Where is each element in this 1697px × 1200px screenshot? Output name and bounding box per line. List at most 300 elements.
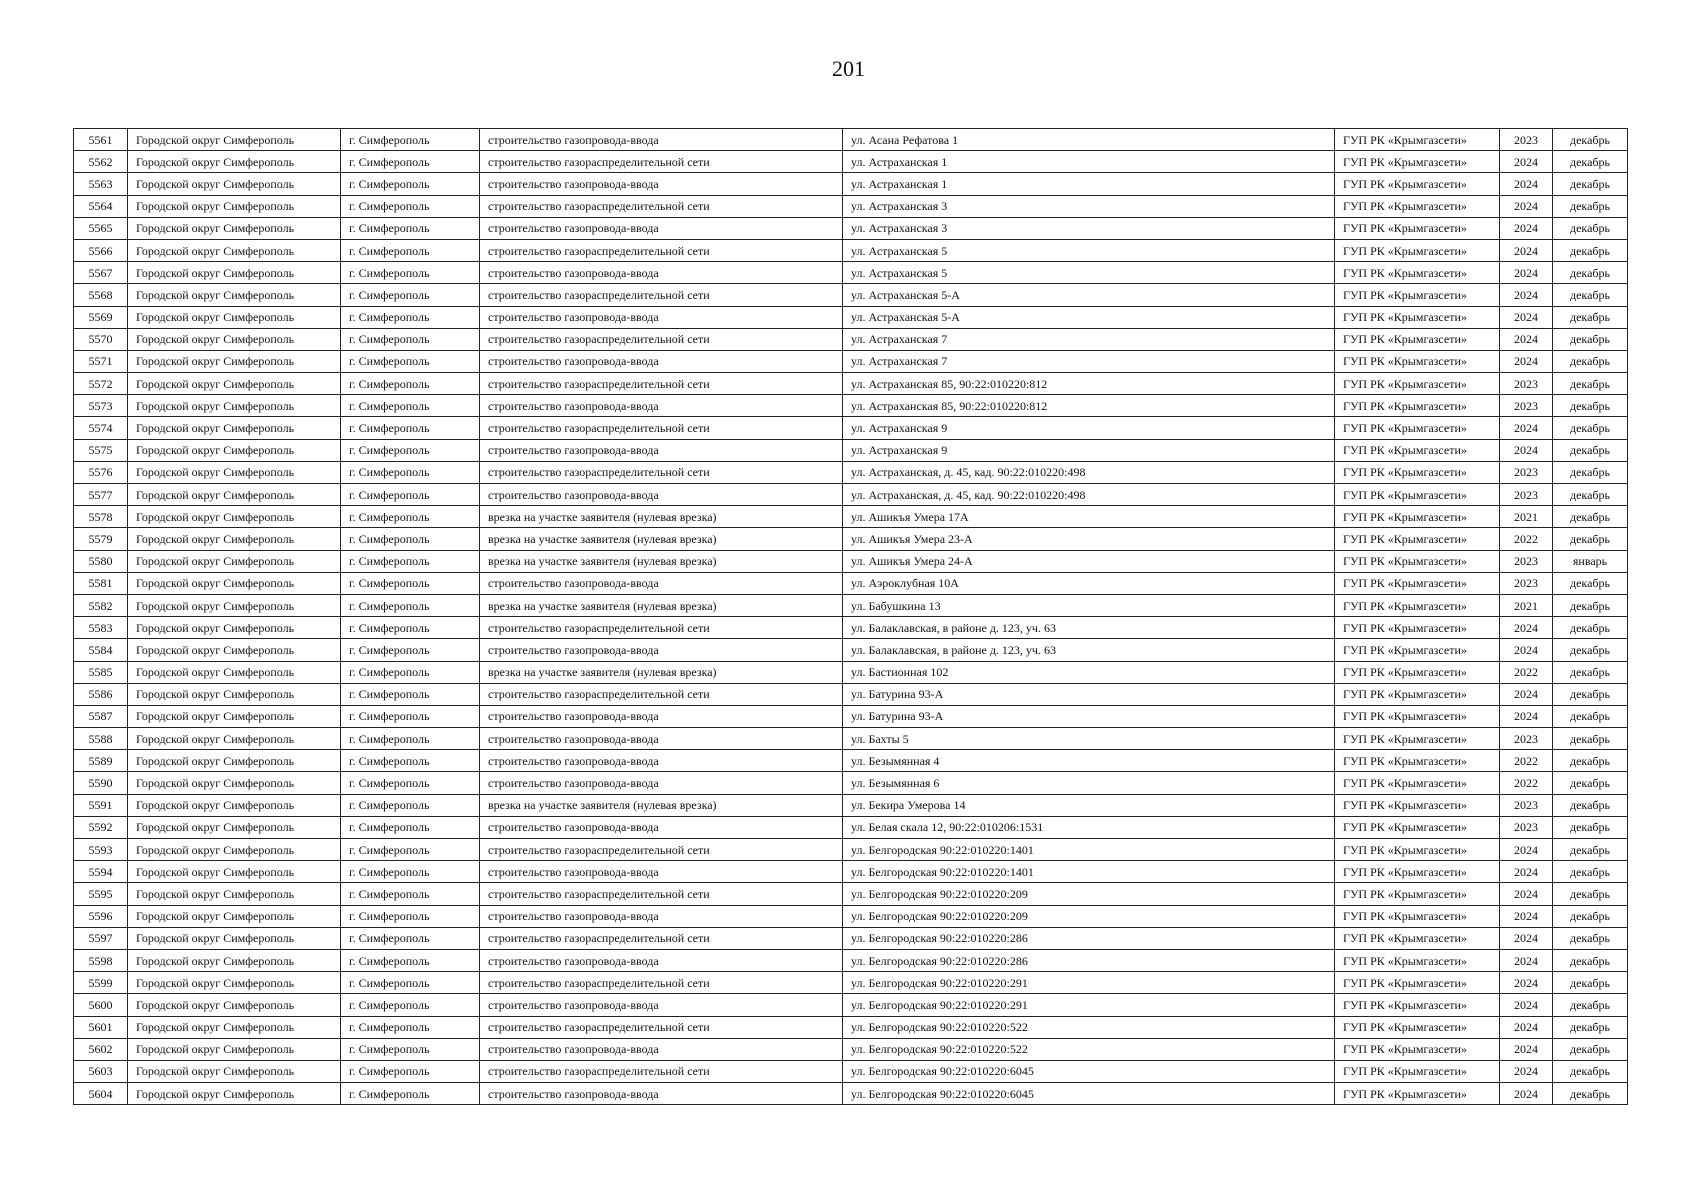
cell-work-type: строительство газопровода-ввода (480, 262, 843, 284)
cell-row-number: 5576 (74, 461, 128, 483)
cell-year: 2023 (1500, 129, 1553, 151)
cell-work-type: строительство газораспределительной сети (480, 373, 843, 395)
cell-year: 2023 (1500, 373, 1553, 395)
cell-address: ул. Белая скала 12, 90:22:010206:1531 (843, 816, 1335, 838)
cell-municipality: Городской округ Симферополь (128, 816, 341, 838)
cell-row-number: 5586 (74, 683, 128, 705)
cell-month: декабрь (1553, 728, 1628, 750)
cell-month: декабрь (1553, 484, 1628, 506)
cell-organization: ГУП РК «Крымгазсети» (1335, 683, 1500, 705)
cell-settlement: г. Симферополь (341, 484, 480, 506)
cell-settlement: г. Симферополь (341, 1016, 480, 1038)
cell-month: декабрь (1553, 839, 1628, 861)
cell-municipality: Городской округ Симферополь (128, 239, 341, 261)
cell-municipality: Городской округ Симферополь (128, 151, 341, 173)
cell-year: 2023 (1500, 395, 1553, 417)
cell-address: ул. Белгородская 90:22:010220:291 (843, 972, 1335, 994)
cell-row-number: 5604 (74, 1083, 128, 1105)
cell-month: декабрь (1553, 328, 1628, 350)
cell-work-type: строительство газораспределительной сети (480, 617, 843, 639)
cell-address: ул. Белгородская 90:22:010220:6045 (843, 1083, 1335, 1105)
cell-municipality: Городской округ Симферополь (128, 772, 341, 794)
cell-month: январь (1553, 550, 1628, 572)
cell-settlement: г. Симферополь (341, 239, 480, 261)
cell-settlement: г. Симферополь (341, 284, 480, 306)
cell-municipality: Городской округ Симферополь (128, 972, 341, 994)
cell-municipality: Городской округ Симферополь (128, 284, 341, 306)
cell-year: 2023 (1500, 816, 1553, 838)
cell-row-number: 5588 (74, 728, 128, 750)
table-row (74, 328, 1628, 350)
cell-row-number: 5595 (74, 883, 128, 905)
cell-row-number: 5572 (74, 373, 128, 395)
cell-work-type: строительство газораспределительной сети (480, 461, 843, 483)
cell-organization: ГУП РК «Крымгазсети» (1335, 994, 1500, 1016)
table-row (74, 816, 1628, 838)
cell-row-number: 5581 (74, 572, 128, 594)
cell-settlement: г. Симферополь (341, 151, 480, 173)
cell-work-type: врезка на участке заявителя (нулевая врезка) (480, 594, 843, 616)
cell-organization: ГУП РК «Крымгазсети» (1335, 439, 1500, 461)
cell-organization: ГУП РК «Крымгазсети» (1335, 306, 1500, 328)
cell-month: декабрь (1553, 1038, 1628, 1060)
cell-row-number: 5589 (74, 750, 128, 772)
cell-work-type: строительство газопровода-ввода (480, 816, 843, 838)
table-row (74, 506, 1628, 528)
table-row (74, 949, 1628, 971)
cell-municipality: Городской округ Симферополь (128, 839, 341, 861)
cell-address: ул. Бабушкина 13 (843, 594, 1335, 616)
cell-organization: ГУП РК «Крымгазсети» (1335, 1083, 1500, 1105)
cell-row-number: 5562 (74, 151, 128, 173)
cell-row-number: 5594 (74, 861, 128, 883)
cell-settlement: г. Симферополь (341, 461, 480, 483)
cell-year: 2024 (1500, 994, 1553, 1016)
cell-year: 2024 (1500, 949, 1553, 971)
cell-municipality: Городской округ Симферополь (128, 484, 341, 506)
cell-row-number: 5601 (74, 1016, 128, 1038)
cell-settlement: г. Симферополь (341, 839, 480, 861)
table-row (74, 484, 1628, 506)
cell-municipality: Городской округ Симферополь (128, 617, 341, 639)
cell-work-type: строительство газопровода-ввода (480, 994, 843, 1016)
cell-month: декабрь (1553, 1016, 1628, 1038)
cell-settlement: г. Симферополь (341, 816, 480, 838)
cell-row-number: 5600 (74, 994, 128, 1016)
cell-year: 2022 (1500, 750, 1553, 772)
cell-month: декабрь (1553, 173, 1628, 195)
cell-municipality: Городской округ Симферополь (128, 883, 341, 905)
cell-year: 2023 (1500, 461, 1553, 483)
cell-address: ул. Батурина 93-А (843, 705, 1335, 727)
cell-municipality: Городской округ Симферополь (128, 594, 341, 616)
registry-body (74, 129, 1628, 1105)
cell-year: 2024 (1500, 905, 1553, 927)
cell-municipality: Городской округ Симферополь (128, 439, 341, 461)
table-row (74, 617, 1628, 639)
table-row (74, 661, 1628, 683)
cell-organization: ГУП РК «Крымгазсети» (1335, 794, 1500, 816)
cell-row-number: 5583 (74, 617, 128, 639)
cell-year: 2024 (1500, 705, 1553, 727)
cell-settlement: г. Симферополь (341, 417, 480, 439)
cell-address: ул. Астраханская 85, 90:22:010220:812 (843, 395, 1335, 417)
table-row (74, 173, 1628, 195)
cell-address: ул. Белгородская 90:22:010220:1401 (843, 861, 1335, 883)
cell-address: ул. Белгородская 90:22:010220:1401 (843, 839, 1335, 861)
cell-municipality: Городской округ Симферополь (128, 173, 341, 195)
cell-month: декабрь (1553, 129, 1628, 151)
cell-year: 2024 (1500, 439, 1553, 461)
cell-row-number: 5596 (74, 905, 128, 927)
cell-row-number: 5577 (74, 484, 128, 506)
cell-settlement: г. Симферополь (341, 861, 480, 883)
cell-address: ул. Асана Рефатова 1 (843, 129, 1335, 151)
cell-address: ул. Астраханская, д. 45, кад. 90:22:010220:498 (843, 461, 1335, 483)
cell-month: декабрь (1553, 572, 1628, 594)
table-row (74, 750, 1628, 772)
cell-address: ул. Балаклавская, в районе д. 123, уч. 63 (843, 639, 1335, 661)
cell-settlement: г. Симферополь (341, 262, 480, 284)
cell-organization: ГУП РК «Крымгазсети» (1335, 1016, 1500, 1038)
cell-month: декабрь (1553, 594, 1628, 616)
table-row (74, 217, 1628, 239)
cell-month: декабрь (1553, 905, 1628, 927)
cell-settlement: г. Симферополь (341, 195, 480, 217)
cell-row-number: 5603 (74, 1060, 128, 1082)
cell-municipality: Городской округ Симферополь (128, 1083, 341, 1105)
cell-year: 2022 (1500, 528, 1553, 550)
cell-year: 2024 (1500, 284, 1553, 306)
cell-organization: ГУП РК «Крымгазсети» (1335, 484, 1500, 506)
cell-address: ул. Белгородская 90:22:010220:522 (843, 1016, 1335, 1038)
page-number: 201 (832, 56, 865, 81)
cell-work-type: строительство газопровода-ввода (480, 129, 843, 151)
cell-organization: ГУП РК «Крымгазсети» (1335, 572, 1500, 594)
cell-settlement: г. Симферополь (341, 173, 480, 195)
cell-municipality: Городской округ Симферополь (128, 506, 341, 528)
cell-row-number: 5592 (74, 816, 128, 838)
cell-municipality: Городской округ Симферополь (128, 217, 341, 239)
cell-work-type: строительство газопровода-ввода (480, 750, 843, 772)
cell-address: ул. Астраханская 7 (843, 350, 1335, 372)
cell-settlement: г. Симферополь (341, 705, 480, 727)
cell-address: ул. Белгородская 90:22:010220:6045 (843, 1060, 1335, 1082)
cell-work-type: строительство газораспределительной сети (480, 195, 843, 217)
cell-organization: ГУП РК «Крымгазсети» (1335, 1038, 1500, 1060)
cell-municipality: Городской округ Симферополь (128, 750, 341, 772)
cell-row-number: 5571 (74, 350, 128, 372)
cell-year: 2021 (1500, 594, 1553, 616)
cell-row-number: 5563 (74, 173, 128, 195)
cell-organization: ГУП РК «Крымгазсети» (1335, 639, 1500, 661)
cell-settlement: г. Симферополь (341, 594, 480, 616)
cell-address: ул. Бахты 5 (843, 728, 1335, 750)
cell-row-number: 5567 (74, 262, 128, 284)
cell-settlement: г. Симферополь (341, 217, 480, 239)
cell-work-type: строительство газопровода-ввода (480, 772, 843, 794)
cell-year: 2024 (1500, 683, 1553, 705)
cell-settlement: г. Симферополь (341, 949, 480, 971)
cell-organization: ГУП РК «Крымгазсети» (1335, 772, 1500, 794)
cell-month: декабрь (1553, 439, 1628, 461)
cell-month: декабрь (1553, 306, 1628, 328)
cell-settlement: г. Симферополь (341, 683, 480, 705)
cell-municipality: Городской округ Симферополь (128, 949, 341, 971)
cell-organization: ГУП РК «Крымгазсети» (1335, 195, 1500, 217)
cell-municipality: Городской округ Симферополь (128, 461, 341, 483)
cell-year: 2024 (1500, 262, 1553, 284)
cell-organization: ГУП РК «Крымгазсети» (1335, 262, 1500, 284)
cell-month: декабрь (1553, 972, 1628, 994)
cell-organization: ГУП РК «Крымгазсети» (1335, 550, 1500, 572)
cell-year: 2024 (1500, 839, 1553, 861)
cell-settlement: г. Симферополь (341, 1060, 480, 1082)
table-row (74, 639, 1628, 661)
cell-work-type: строительство газораспределительной сети (480, 839, 843, 861)
cell-organization: ГУП РК «Крымгазсети» (1335, 151, 1500, 173)
cell-municipality: Городской округ Симферополь (128, 728, 341, 750)
cell-month: декабрь (1553, 506, 1628, 528)
cell-settlement: г. Симферополь (341, 1038, 480, 1060)
cell-work-type: строительство газопровода-ввода (480, 306, 843, 328)
cell-settlement: г. Симферополь (341, 927, 480, 949)
cell-address: ул. Белгородская 90:22:010220:286 (843, 949, 1335, 971)
cell-row-number: 5602 (74, 1038, 128, 1060)
cell-municipality: Городской округ Симферополь (128, 528, 341, 550)
cell-row-number: 5580 (74, 550, 128, 572)
table-row (74, 239, 1628, 261)
cell-settlement: г. Симферополь (341, 439, 480, 461)
cell-settlement: г. Симферополь (341, 373, 480, 395)
table-row (74, 151, 1628, 173)
cell-settlement: г. Симферополь (341, 129, 480, 151)
cell-row-number: 5578 (74, 506, 128, 528)
cell-address: ул. Астраханская, д. 45, кад. 90:22:010220:498 (843, 484, 1335, 506)
cell-address: ул. Ашикъя Умера 17А (843, 506, 1335, 528)
cell-address: ул. Безымянная 6 (843, 772, 1335, 794)
cell-organization: ГУП РК «Крымгазсети» (1335, 617, 1500, 639)
table-row (74, 550, 1628, 572)
cell-organization: ГУП РК «Крымгазсети» (1335, 173, 1500, 195)
cell-row-number: 5564 (74, 195, 128, 217)
cell-work-type: строительство газораспределительной сети (480, 1016, 843, 1038)
cell-year: 2024 (1500, 617, 1553, 639)
cell-row-number: 5573 (74, 395, 128, 417)
cell-address: ул. Астраханская 1 (843, 173, 1335, 195)
table-row (74, 905, 1628, 927)
cell-municipality: Городской округ Симферополь (128, 328, 341, 350)
cell-address: ул. Астраханская 9 (843, 417, 1335, 439)
cell-year: 2022 (1500, 772, 1553, 794)
cell-address: ул. Батурина 93-А (843, 683, 1335, 705)
cell-settlement: г. Симферополь (341, 506, 480, 528)
cell-municipality: Городской округ Симферополь (128, 306, 341, 328)
cell-organization: ГУП РК «Крымгазсети» (1335, 395, 1500, 417)
cell-address: ул. Астраханская 3 (843, 195, 1335, 217)
cell-municipality: Городской округ Симферополь (128, 661, 341, 683)
cell-organization: ГУП РК «Крымгазсети» (1335, 217, 1500, 239)
cell-year: 2022 (1500, 661, 1553, 683)
cell-settlement: г. Симферополь (341, 1083, 480, 1105)
cell-settlement: г. Симферополь (341, 572, 480, 594)
cell-work-type: строительство газораспределительной сети (480, 417, 843, 439)
cell-address: ул. Астраханская 1 (843, 151, 1335, 173)
cell-address: ул. Астраханская 85, 90:22:010220:812 (843, 373, 1335, 395)
cell-address: ул. Бекира Умерова 14 (843, 794, 1335, 816)
cell-municipality: Городской округ Симферополь (128, 129, 341, 151)
cell-year: 2024 (1500, 217, 1553, 239)
cell-work-type: строительство газопровода-ввода (480, 861, 843, 883)
cell-row-number: 5599 (74, 972, 128, 994)
cell-year: 2024 (1500, 639, 1553, 661)
cell-year: 2024 (1500, 306, 1553, 328)
cell-work-type: строительство газопровода-ввода (480, 705, 843, 727)
cell-work-type: строительство газопровода-ввода (480, 217, 843, 239)
cell-month: декабрь (1553, 417, 1628, 439)
cell-year: 2024 (1500, 195, 1553, 217)
cell-work-type: строительство газопровода-ввода (480, 728, 843, 750)
cell-municipality: Городской округ Симферополь (128, 1016, 341, 1038)
cell-month: декабрь (1553, 794, 1628, 816)
cell-row-number: 5590 (74, 772, 128, 794)
cell-organization: ГУП РК «Крымгазсети» (1335, 417, 1500, 439)
cell-settlement: г. Симферополь (341, 639, 480, 661)
table-row (74, 461, 1628, 483)
cell-year: 2023 (1500, 728, 1553, 750)
cell-organization: ГУП РК «Крымгазсети» (1335, 1060, 1500, 1082)
cell-organization: ГУП РК «Крымгазсети» (1335, 528, 1500, 550)
cell-address: ул. Астраханская 5-А (843, 306, 1335, 328)
table-row (74, 1060, 1628, 1082)
cell-work-type: строительство газораспределительной сети (480, 927, 843, 949)
cell-organization: ГУП РК «Крымгазсети» (1335, 328, 1500, 350)
table-row (74, 794, 1628, 816)
cell-settlement: г. Симферополь (341, 905, 480, 927)
cell-address: ул. Астраханская 5 (843, 262, 1335, 284)
table-row (74, 1016, 1628, 1038)
cell-month: декабрь (1553, 461, 1628, 483)
cell-year: 2024 (1500, 151, 1553, 173)
cell-month: декабрь (1553, 994, 1628, 1016)
cell-address: ул. Бастионная 102 (843, 661, 1335, 683)
cell-year: 2024 (1500, 328, 1553, 350)
table-row (74, 994, 1628, 1016)
table-row (74, 839, 1628, 861)
cell-settlement: г. Симферополь (341, 794, 480, 816)
cell-address: ул. Белгородская 90:22:010220:209 (843, 905, 1335, 927)
table-row (74, 439, 1628, 461)
table-row (74, 861, 1628, 883)
cell-settlement: г. Симферополь (341, 350, 480, 372)
cell-year: 2023 (1500, 572, 1553, 594)
cell-month: декабрь (1553, 705, 1628, 727)
cell-month: декабрь (1553, 195, 1628, 217)
cell-row-number: 5598 (74, 949, 128, 971)
cell-municipality: Городской округ Симферополь (128, 683, 341, 705)
cell-organization: ГУП РК «Крымгазсети» (1335, 883, 1500, 905)
table-row (74, 705, 1628, 727)
cell-municipality: Городской округ Симферополь (128, 395, 341, 417)
table-row (74, 195, 1628, 217)
cell-year: 2024 (1500, 239, 1553, 261)
cell-row-number: 5566 (74, 239, 128, 261)
cell-settlement: г. Симферополь (341, 728, 480, 750)
cell-organization: ГУП РК «Крымгазсети» (1335, 350, 1500, 372)
cell-municipality: Городской округ Симферополь (128, 794, 341, 816)
cell-address: ул. Белгородская 90:22:010220:291 (843, 994, 1335, 1016)
cell-settlement: г. Симферополь (341, 772, 480, 794)
table-row (74, 395, 1628, 417)
cell-year: 2024 (1500, 883, 1553, 905)
cell-work-type: строительство газораспределительной сети (480, 328, 843, 350)
table-row (74, 683, 1628, 705)
cell-month: декабрь (1553, 1083, 1628, 1105)
cell-month: декабрь (1553, 217, 1628, 239)
cell-work-type: строительство газопровода-ввода (480, 439, 843, 461)
cell-address: ул. Безымянная 4 (843, 750, 1335, 772)
cell-month: декабрь (1553, 395, 1628, 417)
cell-settlement: г. Симферополь (341, 306, 480, 328)
cell-row-number: 5579 (74, 528, 128, 550)
cell-work-type: строительство газопровода-ввода (480, 1083, 843, 1105)
cell-municipality: Городской округ Симферополь (128, 373, 341, 395)
cell-municipality: Городской округ Симферополь (128, 639, 341, 661)
table-row (74, 572, 1628, 594)
cell-settlement: г. Симферополь (341, 883, 480, 905)
cell-month: декабрь (1553, 262, 1628, 284)
cell-organization: ГУП РК «Крымгазсети» (1335, 129, 1500, 151)
cell-year: 2024 (1500, 1083, 1553, 1105)
cell-work-type: врезка на участке заявителя (нулевая врезка) (480, 528, 843, 550)
cell-month: декабрь (1553, 861, 1628, 883)
cell-row-number: 5582 (74, 594, 128, 616)
cell-municipality: Городской округ Симферополь (128, 262, 341, 284)
cell-settlement: г. Симферополь (341, 528, 480, 550)
cell-work-type: врезка на участке заявителя (нулевая врезка) (480, 794, 843, 816)
cell-work-type: строительство газопровода-ввода (480, 1038, 843, 1060)
cell-year: 2024 (1500, 417, 1553, 439)
cell-address: ул. Астраханская 3 (843, 217, 1335, 239)
cell-month: декабрь (1553, 750, 1628, 772)
cell-address: ул. Ашикъя Умера 23-А (843, 528, 1335, 550)
table-row (74, 528, 1628, 550)
cell-address: ул. Белгородская 90:22:010220:286 (843, 927, 1335, 949)
cell-work-type: строительство газораспределительной сети (480, 883, 843, 905)
cell-work-type: строительство газораспределительной сети (480, 1060, 843, 1082)
cell-municipality: Городской округ Симферополь (128, 705, 341, 727)
cell-organization: ГУП РК «Крымгазсети» (1335, 594, 1500, 616)
cell-work-type: врезка на участке заявителя (нулевая врезка) (480, 661, 843, 683)
cell-month: декабрь (1553, 639, 1628, 661)
cell-year: 2024 (1500, 861, 1553, 883)
cell-settlement: г. Симферополь (341, 994, 480, 1016)
cell-year: 2023 (1500, 794, 1553, 816)
cell-row-number: 5574 (74, 417, 128, 439)
cell-row-number: 5597 (74, 927, 128, 949)
cell-organization: ГУП РК «Крымгазсети» (1335, 839, 1500, 861)
cell-organization: ГУП РК «Крымгазсети» (1335, 861, 1500, 883)
table-row (74, 262, 1628, 284)
cell-row-number: 5570 (74, 328, 128, 350)
cell-municipality: Городской округ Симферополь (128, 927, 341, 949)
cell-month: декабрь (1553, 772, 1628, 794)
table-row (74, 129, 1628, 151)
cell-municipality: Городской округ Симферополь (128, 572, 341, 594)
cell-settlement: г. Симферополь (341, 550, 480, 572)
cell-year: 2024 (1500, 927, 1553, 949)
cell-work-type: строительство газораспределительной сети (480, 151, 843, 173)
